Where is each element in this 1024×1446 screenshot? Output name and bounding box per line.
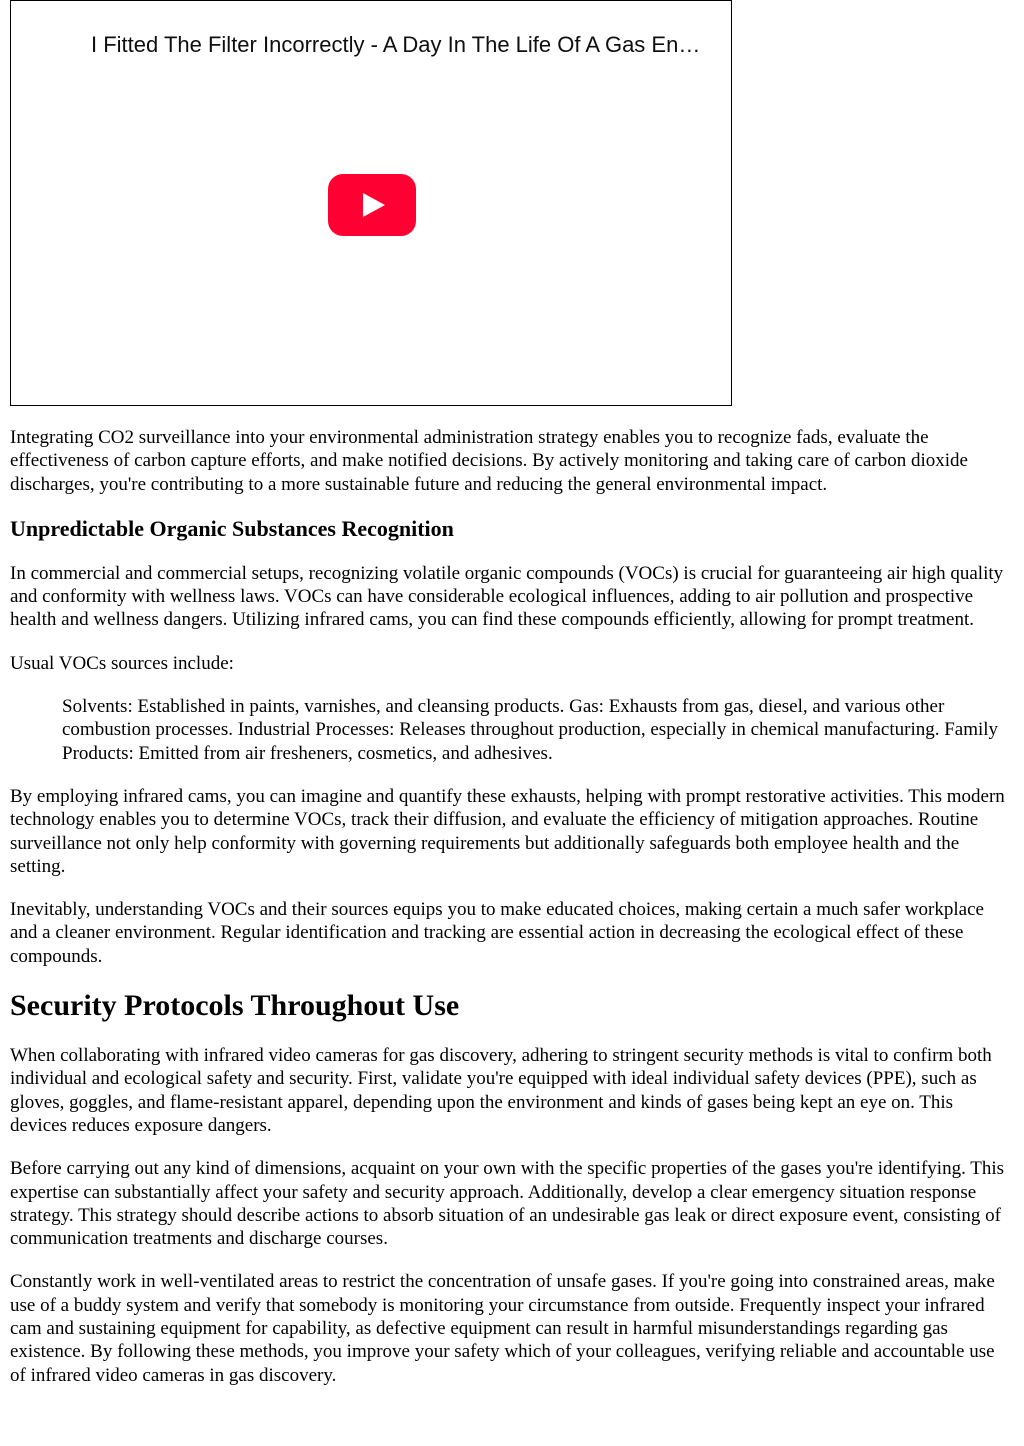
- video-title[interactable]: I Fitted The Filter Incorrectly - A Day In The Life Of A Gas En…: [91, 32, 701, 57]
- article-body: [10, 426, 1014, 1407]
- play-button-graphic: [328, 174, 416, 236]
- voc-paragraph: By employing infrared cams, you can imagine and quantify these exhausts, helping with prompt restorative activities. This modern technology enables you to determine VOCs, track their diffusion, and evaluate the efficiency of mitigation approaches. Routine surveillance not only help conformity with governing requirements but additionally safeguards both employee health and the setting.: [10, 785, 1005, 877]
- intro-paragraph: Integrating CO2 surveillance into your environmental administration strategy enables you to recognize fads, evaluate the effectiveness of carbon capture efforts, and make notified decisions. By actively monitoring and taking care of carbon dioxide discharges, you're contributing to a more sustainable future and reducing the general environmental impact.: [10, 427, 968, 495]
- voc-sources-quote: Solvents: Established in paints, varnishes, and cleansing products. Gas: Exhausts from gas, diesel, and various other combustion processes. Industrial Processes: Releases throughout production, especially in chemical manufacturing. Family Products: Emitted from air fresheners, cosmetics, and adhesives.: [62, 696, 999, 764]
- youtube-play-icon[interactable]: [328, 174, 416, 236]
- embedded-video-player[interactable]: [10, 0, 732, 406]
- voc-paragraph: In commercial and commercial setups, recognizing volatile organic compounds (VOCs) is crucial for guaranteeing air high quality and conformity with wellness laws. VOCs can have considerable ecological influences, adding to air pollution and prospective health and wellness dangers. Utilizing infrared cams, you can find these compounds efficiently, allowing for prompt treatment.: [10, 562, 1004, 631]
- security-paragraph: When collaborating with infrared video cameras for gas discovery, adhering to stringent security methods is vital to confirm both individual and ecological safety and security. First, validate you're equipped with ideal individual safety devices (PPE), such as gloves, goggles, and flame-resistant apparel, depending upon the environment and kinds of gases being kept an eye on. This devices reduces exposure dangers.: [10, 1045, 992, 1136]
- security-section-heading: Security Protocols Throughout Use: [10, 989, 460, 1023]
- voc-sources-intro: Usual VOCs sources include:: [10, 652, 234, 674]
- security-paragraph: Before carrying out any kind of dimensions, acquaint on your own with the specific properties of the gases you're identifying. This expertise can substantially affect your safety and security approach. Additionally, develop a clear emergency situation response strategy. This strategy should describe actions to absorb situation of an undesirable gas leak or direct exposure event, consisting of communication treatments and discharge courses.: [10, 1158, 1005, 1250]
- voc-section-heading: Unpredictable Organic Substances Recognition: [10, 515, 454, 541]
- security-paragraph: Constantly work in well-ventilated areas to restrict the concentration of unsafe gases. If you're going into constrained areas, make use of a buddy system and verify that somebody is monitoring your circumstance from outside. Frequently inspect your infrared cam and sustaining equipment for capability, as defective equipment can result in harmful misunderstandings regarding gas existence. By following these methods, you improve your safety which of your colleagues, verifying reliable and accountable use of infrared video cameras in gas discovery.: [10, 1271, 995, 1386]
- voc-paragraph: Inevitably, understanding VOCs and their sources equips you to make educated choices, making certain a much safer workplace and a cleaner environment. Regular identification and tracking are essential action in decreasing the ecological effect of these compounds.: [10, 899, 984, 967]
